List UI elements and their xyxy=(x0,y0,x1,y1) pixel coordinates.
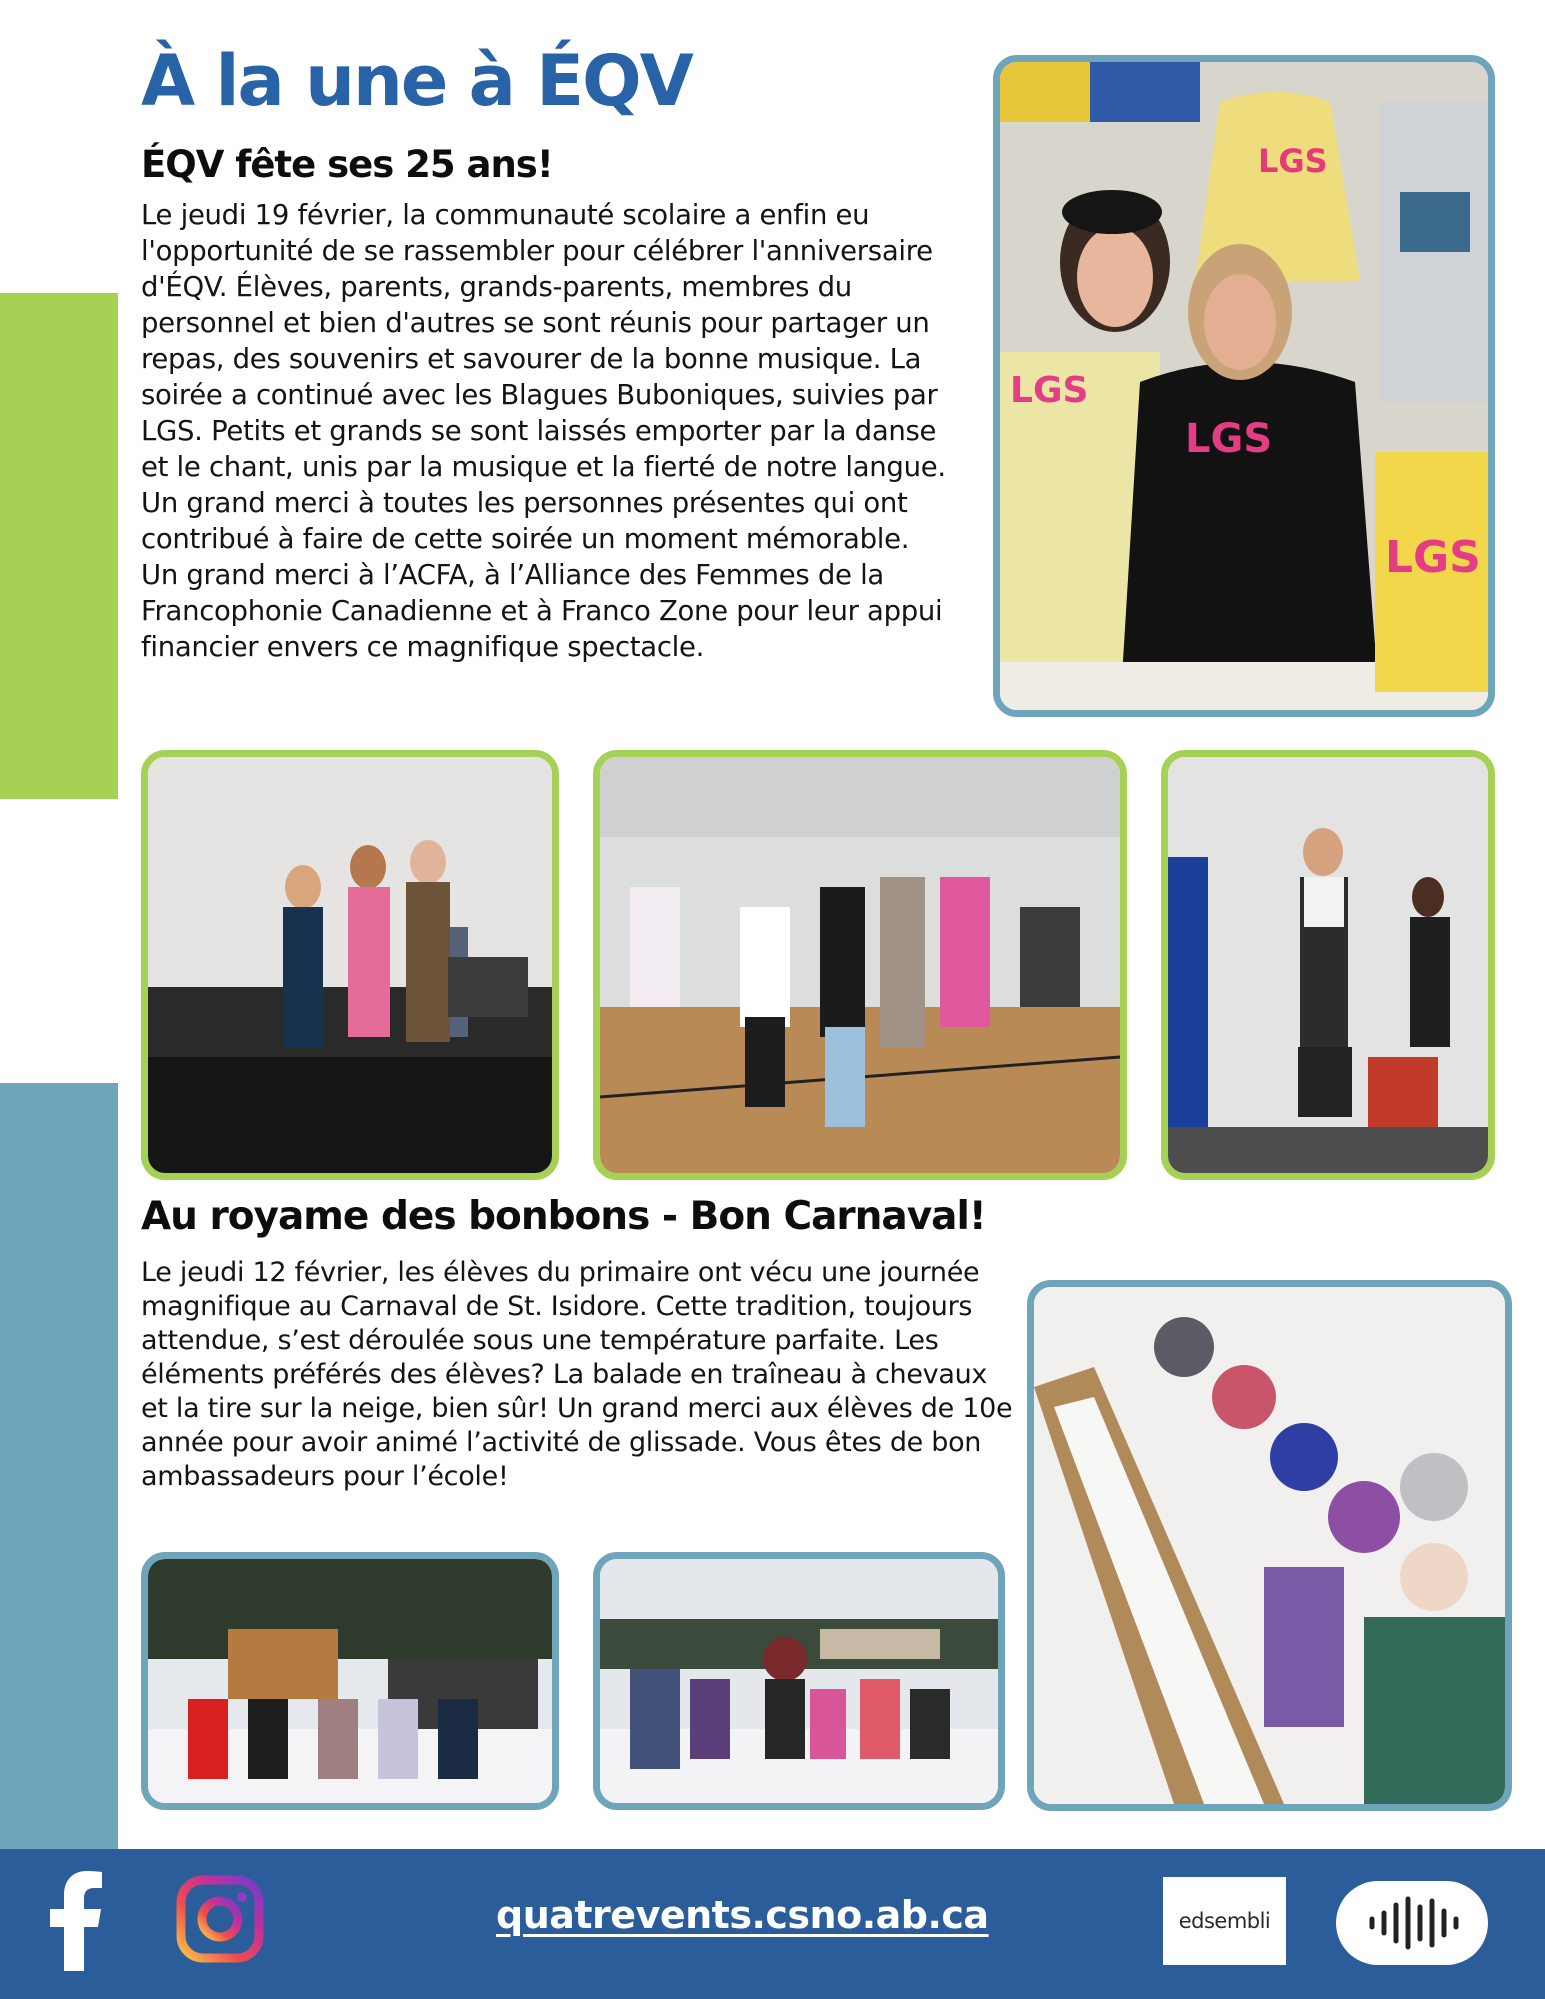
article1-body xyxy=(141,197,971,665)
facebook-icon[interactable] xyxy=(48,1871,104,1971)
website-link[interactable]: quatrevents.csno.ab.ca xyxy=(496,1893,989,1937)
photo-lgs-merch-table xyxy=(993,55,1495,717)
podcast-waveform-icon[interactable] xyxy=(1336,1881,1488,1965)
photo-student-band xyxy=(141,750,559,1180)
article1-paragraph: Un grand merci à l’ACFA, à l’Alliance des Femmes de la Francophonie Canadienne et à Franco Zone pour leur appui financier envers ce magnifique spectacle. xyxy=(141,559,943,663)
footer-bar xyxy=(0,1849,1545,1999)
photo-horse-sleigh xyxy=(141,1552,559,1810)
photo-dancing-gym xyxy=(593,750,1127,1180)
article2-heading: Au royame des bonbons - Bon Carnaval! xyxy=(141,1194,986,1239)
side-accent-blue xyxy=(0,1083,118,1849)
shirt-logo-text: LGS xyxy=(1185,416,1273,462)
photo-mascot-group xyxy=(593,1552,1005,1810)
article1-paragraph: Un grand merci à toutes les personnes présentes qui ont contribué à faire de cette soirée un moment mémorable. xyxy=(141,487,910,555)
sign-logo-text: LGS xyxy=(1385,532,1481,583)
shirt-logo-text-left: LGS xyxy=(1010,370,1089,411)
article2-body xyxy=(141,1256,1021,1494)
side-accent-green xyxy=(0,293,118,799)
hoodie-logo-text: LGS xyxy=(1258,142,1328,180)
instagram-icon[interactable] xyxy=(176,1875,264,1963)
photo-maple-taffy xyxy=(1027,1280,1512,1811)
photo-guitarist-stage xyxy=(1161,750,1495,1180)
article2-paragraph: Le jeudi 12 février, les élèves du primaire ont vécu une journée magnifique au Carnaval de St. Isidore. Cette tradition, toujours attendue, s’est déroulée sous une température parfaite. Les éléments préférés des élèves? La balade en traîneau à chevaux et la tire sur la neige, bien sûr! Un grand merci aux élèves de 10e année pour avoir animé l’activité de glissade. Vous êtes de bon ambassadeurs pour l’école! xyxy=(141,1257,1013,1492)
edsembli-logo[interactable]: edsembli xyxy=(1163,1877,1286,1965)
article1-paragraph: Le jeudi 19 février, la communauté scolaire a enfin eu l'opportunité de se rassembler pour célébrer l'anniversaire d'ÉQV. Élèves, parents, grands-parents, membres du personnel et bien d'autres se sont réunis pour partager un repas, des souvenirs et savourer de la bonne musique. La soirée a continué avec les Blagues Buboniques, suivies par LGS. Petits et grands se sont laissés emporter par la danse et le chant, unis par la musique et la fierté de notre langue. xyxy=(141,199,946,483)
page-title: À la une à ÉQV xyxy=(141,40,692,122)
article1-heading: ÉQV fête ses 25 ans! xyxy=(141,143,553,186)
